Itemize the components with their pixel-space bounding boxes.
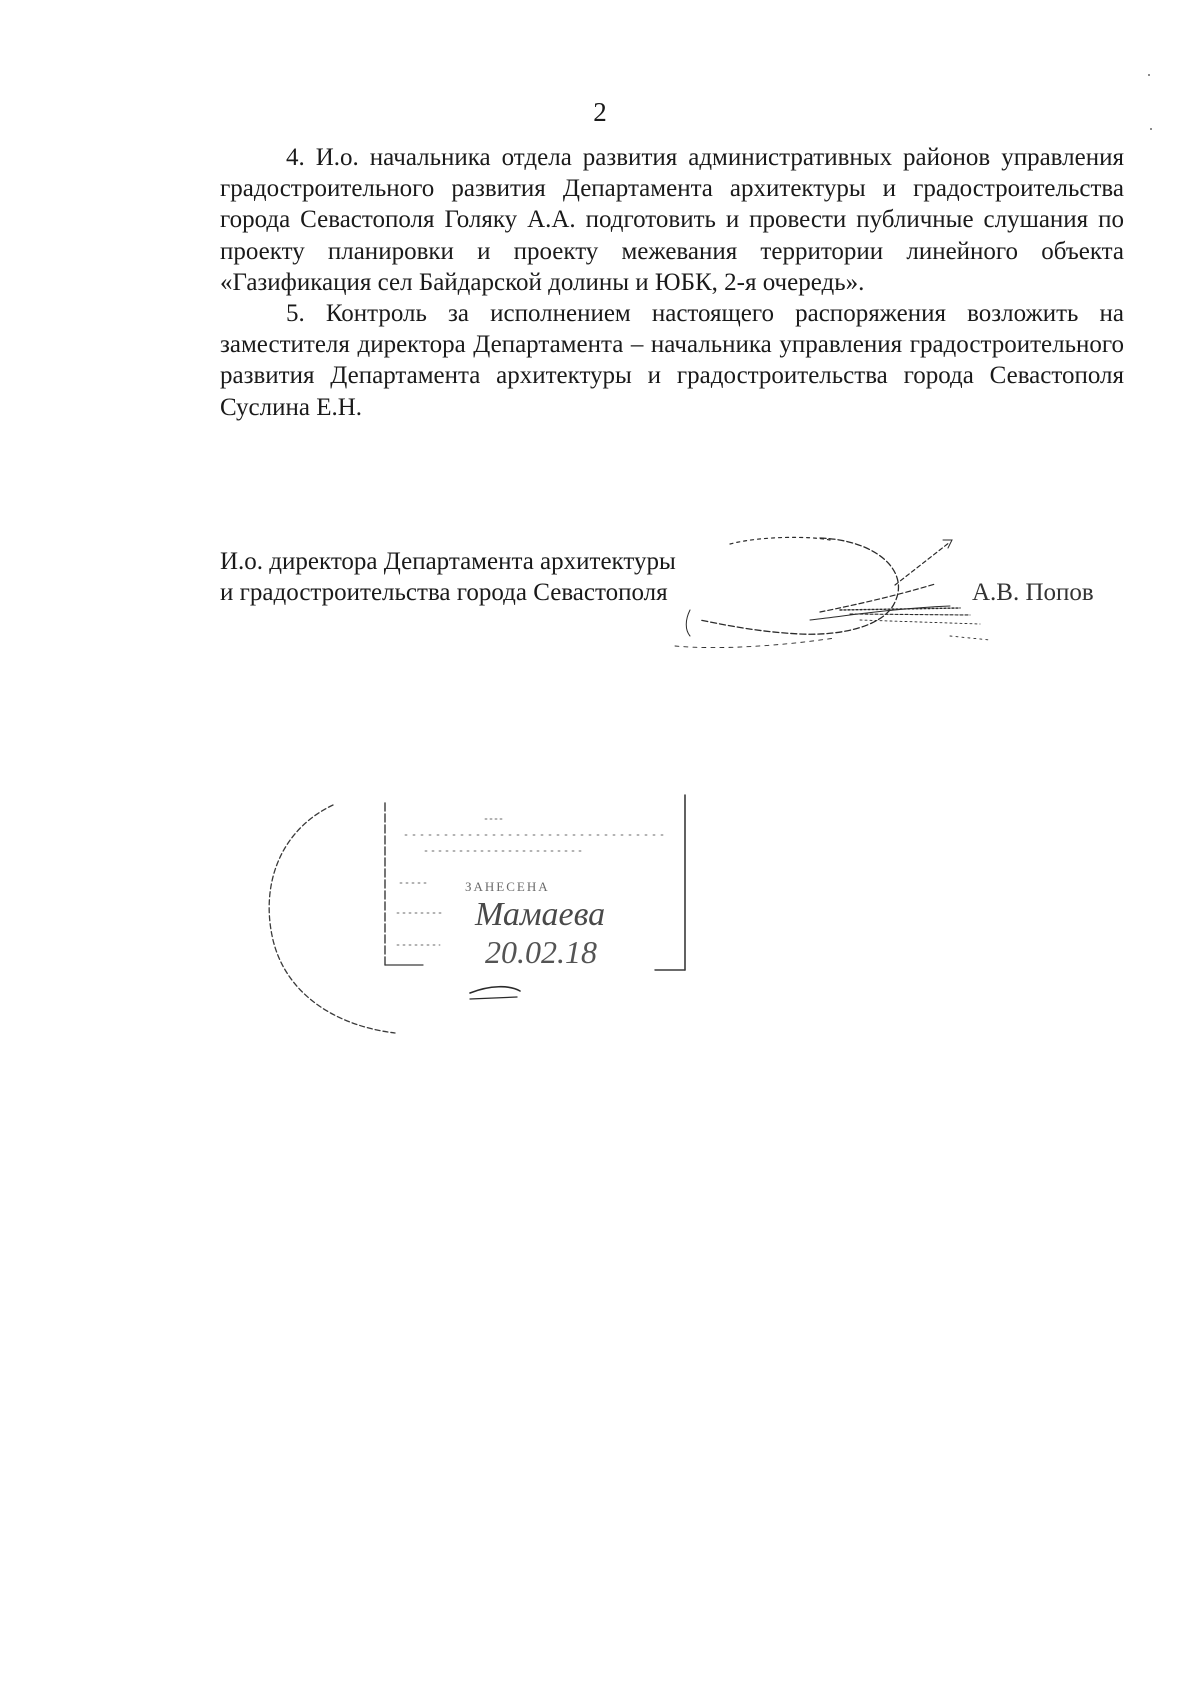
page-number: 2 xyxy=(593,97,607,127)
handwritten-signature-icon xyxy=(660,510,1020,660)
paragraph-item-4: 4. И.о. начальника отдела развития административных районов управления градостроительного развития Департамента архитектуры и градостроительства города Севастополя Голяку А.А. подготовить и провести публичные слушания по проекту планировки и проекту межевания территории линейного объекта «Газификация сел Байдарской долины и ЮБК, 2-я очередь». xyxy=(220,144,1124,296)
stamp-handwritten-name: Мамаева xyxy=(475,896,606,933)
stamp-legible-line: ЗАНЕСЕНА xyxy=(465,879,550,894)
document-body xyxy=(220,142,1124,423)
signatory-title-line-2: и градостроительства города Севастополя xyxy=(220,579,668,606)
paragraph-item-5: 5. Контроль за исполнением настоящего распоряжения возложить на заместителя директора Департамента – начальника управления градостроительного развития Департамента архитектуры и градостроительства города Севастополя Суслина Е.Н. xyxy=(220,300,1124,421)
stamp-handwritten-date: 20.02.18 xyxy=(485,934,597,970)
registration-stamp-icon xyxy=(255,785,700,1035)
scan-artifact-dot xyxy=(1150,128,1152,130)
signatory-name: А.В. Попов xyxy=(972,579,1094,606)
signatory-title-line-1: И.о. директора Департамента архитектуры xyxy=(220,548,676,575)
scan-artifact-dot xyxy=(1148,74,1150,76)
